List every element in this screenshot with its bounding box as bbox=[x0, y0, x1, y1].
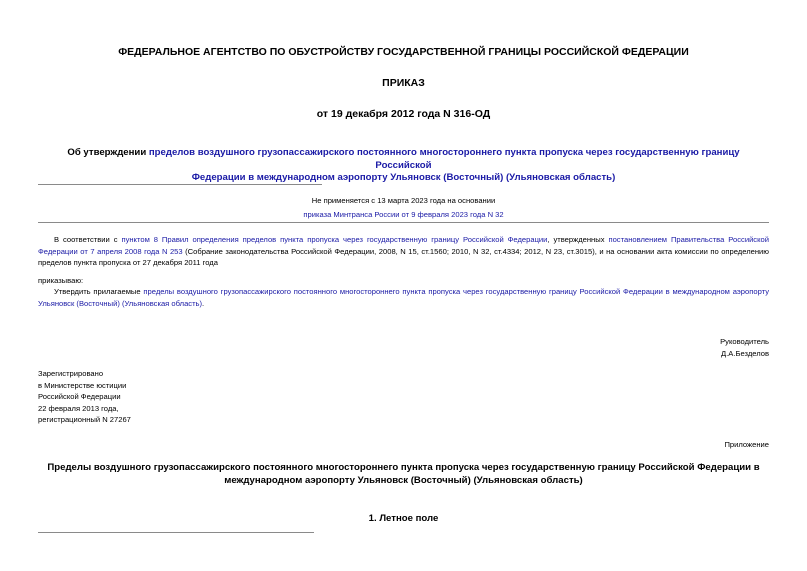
agency-name: ФЕДЕРАЛЬНОЕ АГЕНТСТВО ПО ОБУСТРОЙСТВУ ГОСУДАРСТВЕННОЙ ГРАНИЦЫ РОССИЙСКОЙ ФЕДЕРАЦИИ bbox=[118, 46, 689, 58]
signature-role: Руководитель bbox=[720, 337, 769, 346]
section-heading: 1. Летное поле bbox=[368, 513, 439, 524]
status-note-line1: Не применяется с 13 марта 2023 года на основании bbox=[311, 196, 496, 205]
order-paragraph bbox=[38, 286, 769, 309]
preamble-text-c: (Собрание законодательства Российской Федерации, 2008, N 15, ст.1560; 2010, N 32, ст.4334; 2012, N 23, ст.3015), и на основании акта комиссии по определению пределов пункта пропуска от 27 декабря 2011 года bbox=[38, 246, 769, 267]
doc-title-link[interactable]: пределов воздушного грузопассажирского постоянного многостороннего пункта пропуска через государственную границу Российской bbox=[148, 147, 740, 171]
appendix-title-line1: Пределы воздушного грузопассажирского постоянного многостороннего пункта пропуска через государственную границу Российской Федерации в bbox=[47, 462, 760, 473]
order-text-b: . bbox=[202, 298, 205, 308]
preamble-paragraph bbox=[38, 234, 769, 269]
status-note bbox=[38, 195, 769, 220]
status-note-link[interactable]: приказа Минтранса России от 9 февраля 2023 года N 32 bbox=[303, 209, 504, 219]
order-link-limits[interactable]: пределы воздушного грузопассажирского постоянного многостороннего пункта пропуска через государственную границу Российской Федерации в международном аэропорту Ульяновск (Восточный) (Ульяновская область) bbox=[38, 287, 769, 308]
registration-line5: регистрационный N 27267 bbox=[38, 415, 131, 424]
doc-title-link-line2[interactable]: Федерации в международном аэропорту Ульяновск (Восточный) (Ульяновская область) bbox=[191, 172, 616, 183]
doc-title bbox=[38, 147, 769, 185]
appendix-title-line2: международном аэропорту Ульяновск (Восточный) (Ульяновская область) bbox=[224, 474, 583, 486]
signature-block bbox=[720, 336, 769, 359]
doc-title-line1 bbox=[38, 147, 769, 172]
doc-title-prefix: Об утверждении bbox=[67, 147, 149, 158]
preamble-text-b: , утвержденных bbox=[547, 235, 609, 244]
registration-line2: в Министерстве юстиции bbox=[38, 380, 127, 390]
registration-line1: Зарегистрировано bbox=[38, 369, 104, 378]
separator-rule bbox=[38, 184, 322, 185]
order-text-a: Утвердить прилагаемые bbox=[54, 287, 144, 296]
appendix-title bbox=[38, 462, 769, 487]
registration-line3: Российской Федерации bbox=[38, 392, 121, 401]
signature-name: Д.А.Безделов bbox=[721, 348, 769, 358]
preamble-link-rules[interactable]: пунктом 8 Правил определения пределов пункта пропуска через государственную границу Российской Федерации bbox=[121, 235, 548, 244]
doc-type: ПРИКАЗ bbox=[382, 77, 425, 89]
registration-line4: 22 февраля 2013 года, bbox=[38, 403, 119, 413]
status-rule bbox=[38, 222, 769, 223]
doc-date-number: от 19 декабря 2012 года N 316-ОД bbox=[316, 108, 491, 120]
appendix-label: Приложение bbox=[724, 440, 769, 449]
preamble-text-a: В соответствии с bbox=[54, 235, 122, 244]
preamble-link-resolution[interactable]: постановлением Правительства Российской Федерации от 7 апреля 2008 года N 253 bbox=[38, 235, 769, 256]
registration-block bbox=[38, 368, 131, 426]
order-word: приказываю: bbox=[38, 276, 84, 285]
bottom-rule bbox=[38, 532, 314, 533]
